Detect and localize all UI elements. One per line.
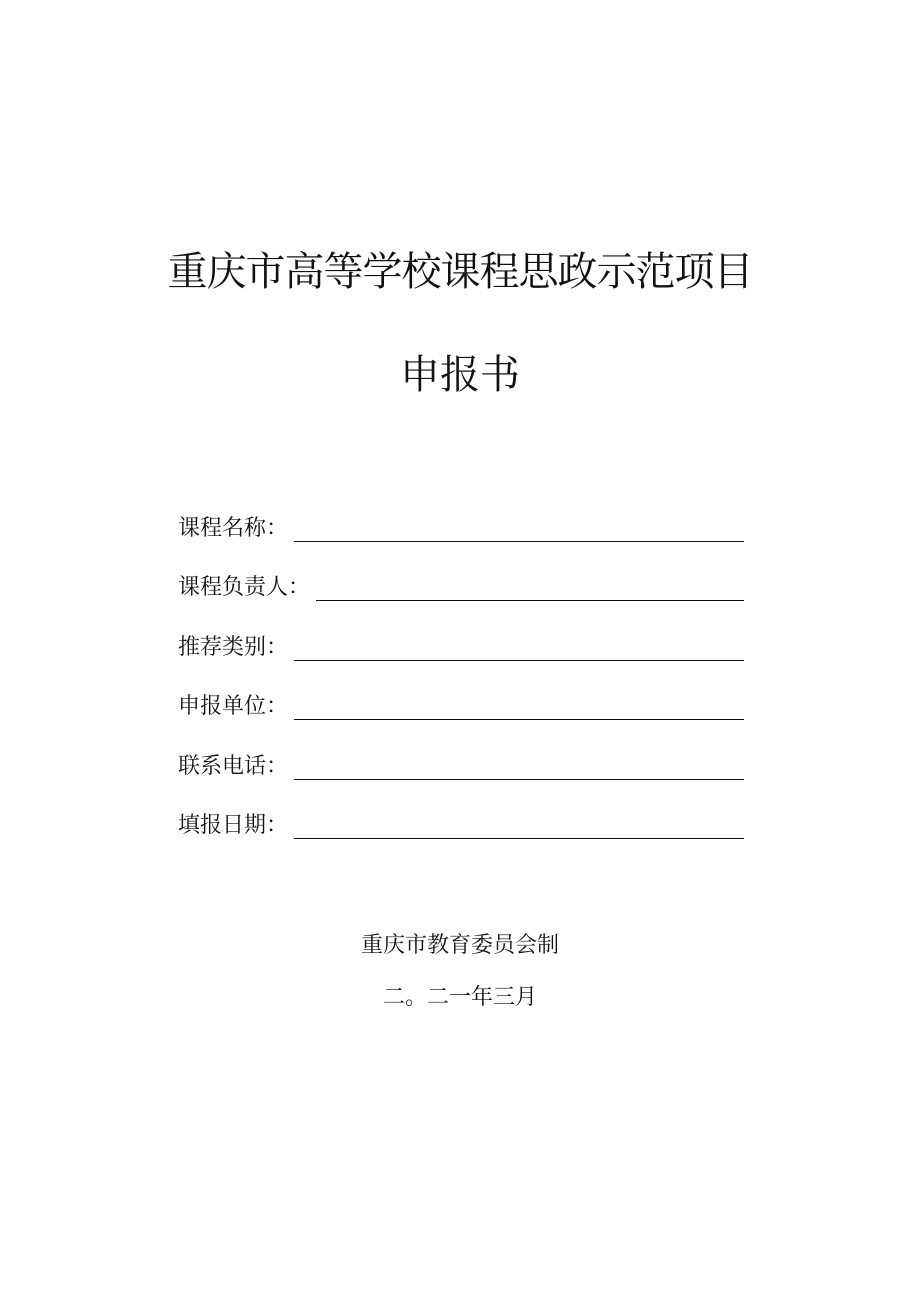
field-course-leader [178,565,744,605]
field-fill-date [178,803,744,843]
document-title: 重庆市高等学校课程思政示范项目 [167,249,753,295]
document-subtitle: 申报书 [400,352,520,398]
field-applicant-unit [178,684,744,724]
field-line-fill-date [294,810,744,839]
field-label-course-name: 课程名称： [178,516,289,541]
field-line-recommend-category [294,632,744,661]
field-label-recommend-category: 推荐类别： [178,635,289,660]
field-recommend-category [178,625,744,665]
field-contact-phone [178,744,744,784]
field-label-fill-date: 填报日期： [178,813,289,838]
field-label-course-leader: 课程负责人： [178,575,311,600]
field-line-course-name [294,513,744,542]
field-line-applicant-unit [294,691,744,720]
field-line-course-leader [316,572,744,601]
field-label-contact-phone: 联系电话： [178,754,289,779]
field-label-applicant-unit: 申报单位： [178,694,289,719]
field-line-contact-phone [294,751,744,780]
issuer-text: 重庆市教育委员会制 [360,933,559,958]
field-course-name [178,506,744,546]
issue-date-text: 二。二一年三月 [382,985,537,1010]
